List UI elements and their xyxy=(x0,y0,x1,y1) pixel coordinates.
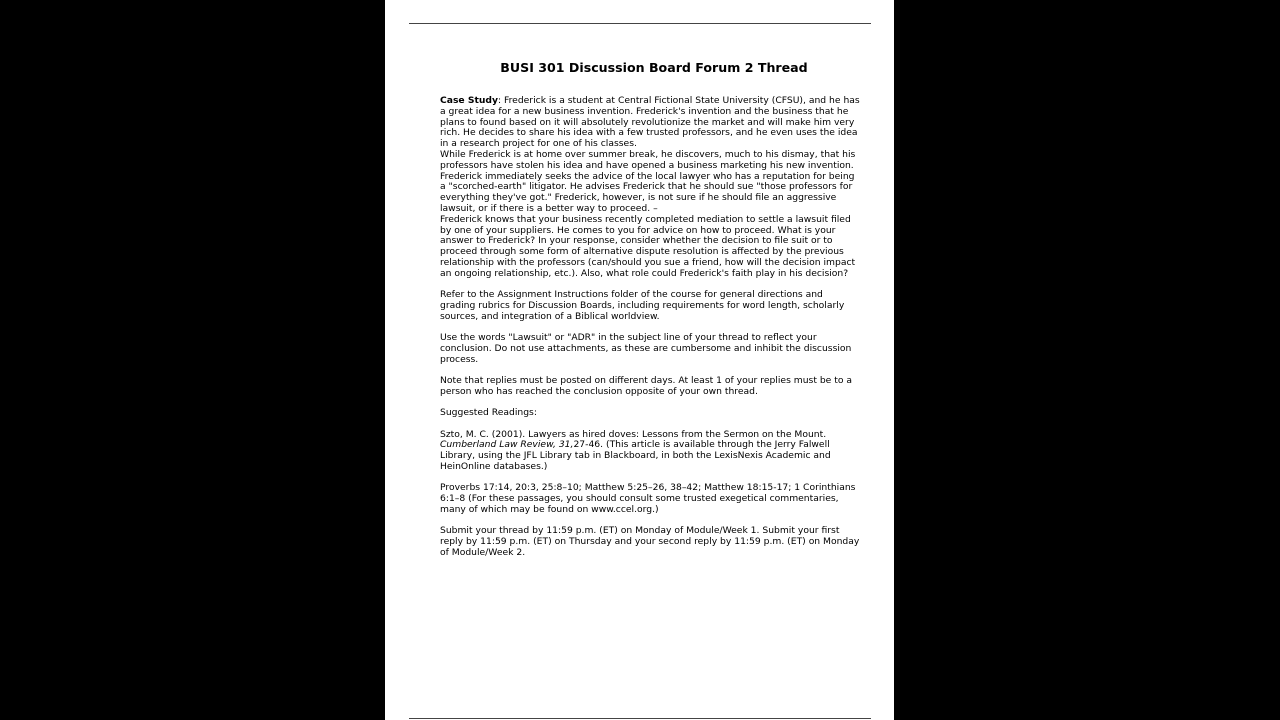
assignment-instructions-paragraph: Refer to the Assignment Instructions folder of the course for general directions and grading rubrics for Discussion Boards, including requirements for word length, scholarly sources, and integration of a Biblical worldview. xyxy=(440,289,845,322)
case-study-paragraph xyxy=(440,96,860,150)
reading-scripture: Proverbs 17:14, 20:3, 25:8–10; Matthew 5:25–26, 38–42; Matthew 18:15-17; 1 Corinthians 6:1–8 (For these passages, you should consult some trusted exegetical commentaries, many of which may be found on www.ccel.org.) xyxy=(440,482,856,516)
document-page xyxy=(385,0,894,720)
bottom-rule xyxy=(409,718,871,719)
case-study-label: Case Study xyxy=(440,95,498,106)
top-rule xyxy=(409,23,871,24)
reading-szto-journal: Cumberland Law Review, 31, xyxy=(440,439,574,451)
case-study-text: : Frederick is a student at Central Fictional State University (CFSU), and he has a great idea for a new business invention. Frederick's invention and the business that he plans to found based on it will absolutely revolutionize the market and will make him very rich. He decides to share his idea with a few trusted professors, and he even uses the idea in a research project for one of his classes. xyxy=(440,95,860,150)
subject-line-paragraph: Use the words "Lawsuit" or "ADR" in the subject line of your thread to reflect your conclusion. Do not use attachments, as these are cumbersome and inhibit the discussion process. xyxy=(440,332,852,365)
replies-paragraph: Note that replies must be posted on different days. At least 1 of your replies must be to a person who has reached the conclusion opposite of your own thread. xyxy=(440,375,853,397)
submission-deadlines-paragraph: Submit your thread by 11:59 p.m. (ET) on Monday of Module/Week 1. Submit your first reply by 11:59 p.m. (ET) on Thursday and your second reply by 11:59 p.m. (ET) on Monday of Module/Week 2. xyxy=(440,525,860,559)
mediation-paragraph: Frederick knows that your business recently completed mediation to settle a lawsuit filed by one of your suppliers. He comes to you for advice on how to proceed. What is your answer to Frederick? In your response, consider whether the decision to file suit or to proceed through some form of alternative dispute resolution is affected by the previous relationship with the professors (can/should you sue a friend, how will the decision impact an ongoing relationship, etc.). Also, what role could Frederick's faith play in his decision? xyxy=(440,213,856,279)
reading-szto-note: 27-46. (This article is available through the Jerry Falwell Library, using the JFL Library tab in Blackboard, in both the LexisNexis Academic and HeinOnline databases.) xyxy=(440,439,831,473)
page-title: BUSI 301 Discussion Board Forum 2 Thread xyxy=(500,60,808,75)
reading-szto-citation: Szto, M. C. (2001). Lawyers as hired doves: Lessons from the Sermon on the Mount. xyxy=(440,428,827,440)
page-content xyxy=(440,60,860,569)
summer-break-paragraph: While Frederick is at home over summer break, he discovers, much to his dismay, that his professors have stolen his idea and have opened a business marketing his new invention. Frederick immediately seeks the advice of the local lawyer who has a reputation for being a "scorched-earth" litigator. He advises Frederick that he should sue "those professors for everything they've got." Frederick, however, is not sure if he should file an aggressive lawsuit, or if there is a better way to proceed. – xyxy=(440,148,856,214)
suggested-readings-heading: Suggested Readings: xyxy=(440,407,537,419)
reading-szto xyxy=(440,430,860,473)
